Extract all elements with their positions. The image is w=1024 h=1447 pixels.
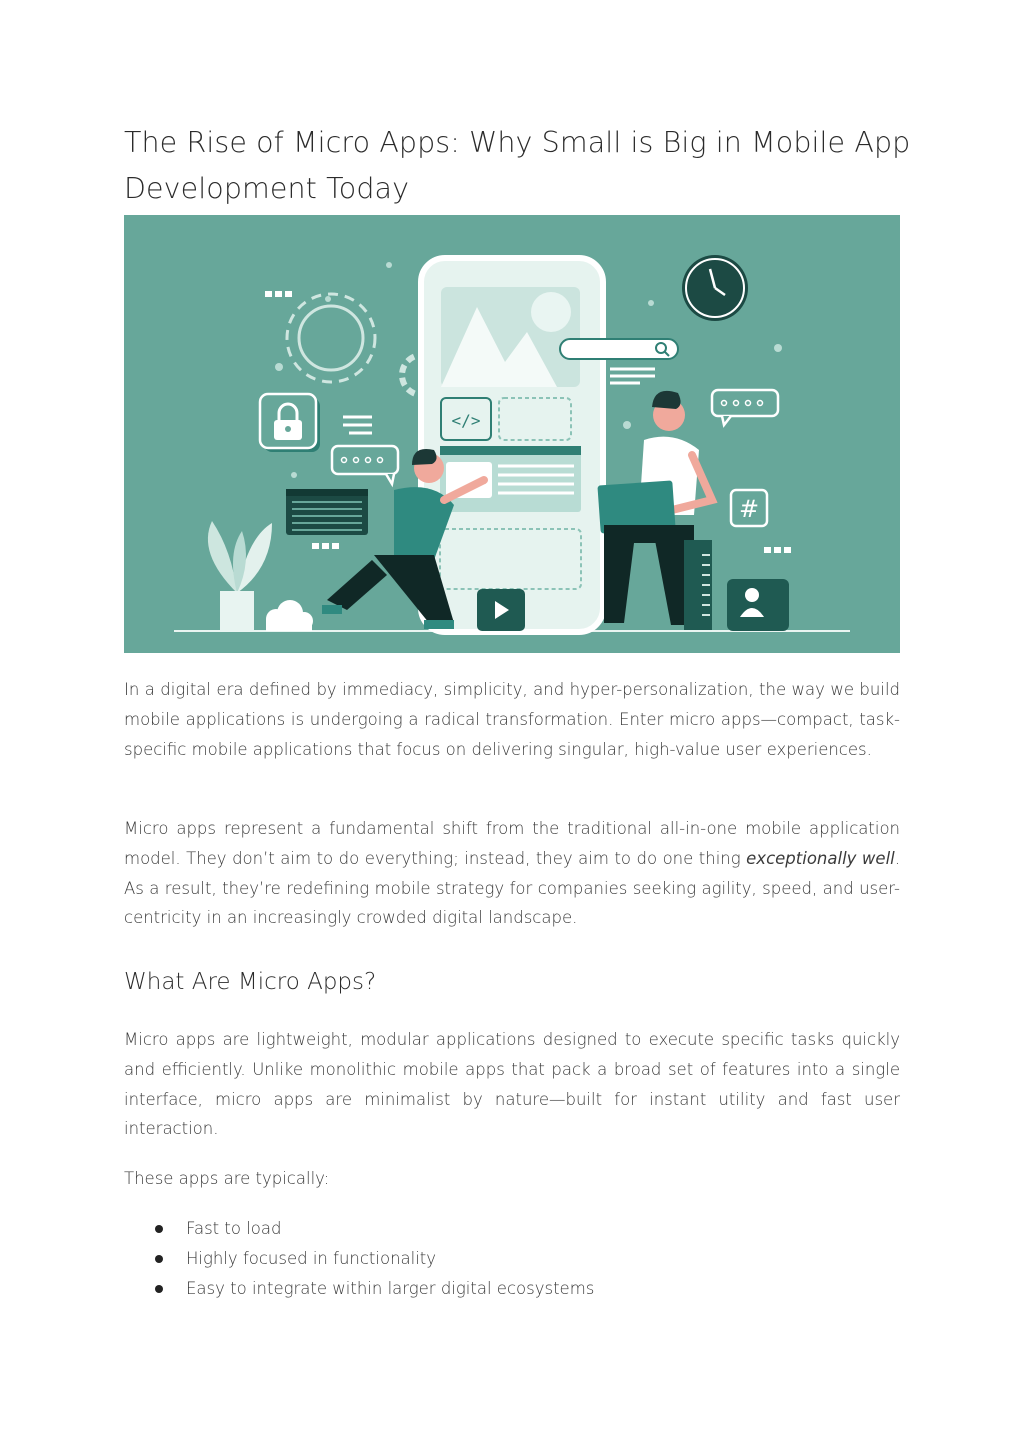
second-paragraph bbox=[124, 814, 900, 933]
hero-illustration bbox=[124, 215, 900, 653]
clock-icon bbox=[682, 255, 748, 321]
second-paragraph-part: Micro apps represent a fundamental shift from the traditional all-in-one mobile application model. They don’t aim to do everything; instead, they aim to do one thing bbox=[124, 819, 900, 868]
code-icon: </> bbox=[451, 411, 481, 430]
menu-dots-icon bbox=[312, 543, 339, 549]
code-window bbox=[286, 489, 368, 535]
list-item: Fast to load bbox=[124, 1214, 594, 1244]
bullet-icon bbox=[155, 1255, 163, 1263]
second-paragraph-part: . As a result, they’re redefining mobile strategy for companies seeking agility, speed, and user-centricity in an increasingly crowded digital landscape. bbox=[124, 848, 900, 928]
emphasis-text: exceptionally well bbox=[746, 848, 895, 868]
user-icon bbox=[727, 579, 789, 631]
bullet-icon bbox=[155, 1225, 163, 1233]
menu-dots-icon bbox=[764, 547, 791, 553]
svg-text:#: # bbox=[738, 495, 760, 523]
bullet-list bbox=[124, 1214, 594, 1303]
search-icon bbox=[560, 339, 678, 359]
list-item: Easy to integrate within larger digital ecosystems bbox=[124, 1274, 594, 1304]
bullet-icon bbox=[155, 1285, 163, 1293]
section-heading: What Are Micro Apps? bbox=[124, 969, 377, 995]
play-icon bbox=[477, 589, 525, 631]
phone-mockup bbox=[421, 258, 603, 632]
list-item: Highly focused in functionality bbox=[124, 1244, 594, 1274]
article-title: The Rise of Micro Apps: Why Small is Big in Mobile App Development Today bbox=[124, 126, 911, 205]
hashtag-icon bbox=[731, 490, 767, 526]
list-intro: These apps are typically: bbox=[124, 1169, 330, 1188]
intro-paragraph: In a digital era defined by immediacy, simplicity, and hyper-personalization, the way we build mobile applications is undergoing a radical transformation. Enter micro apps—compact, task-specific mobile applications that focus on delivering singular, high-value user experiences. bbox=[124, 680, 900, 759]
menu-dots-icon bbox=[265, 291, 292, 297]
lock-icon bbox=[260, 394, 320, 452]
section-paragraph: Micro apps are lightweight, modular applications designed to execute specific tasks quickly and efficiently. Unlike monolithic mobile apps that pack a broad set of features into a single interface, micro apps are minimalist by nature—built for instant utility and fast user interaction. bbox=[124, 1030, 900, 1139]
